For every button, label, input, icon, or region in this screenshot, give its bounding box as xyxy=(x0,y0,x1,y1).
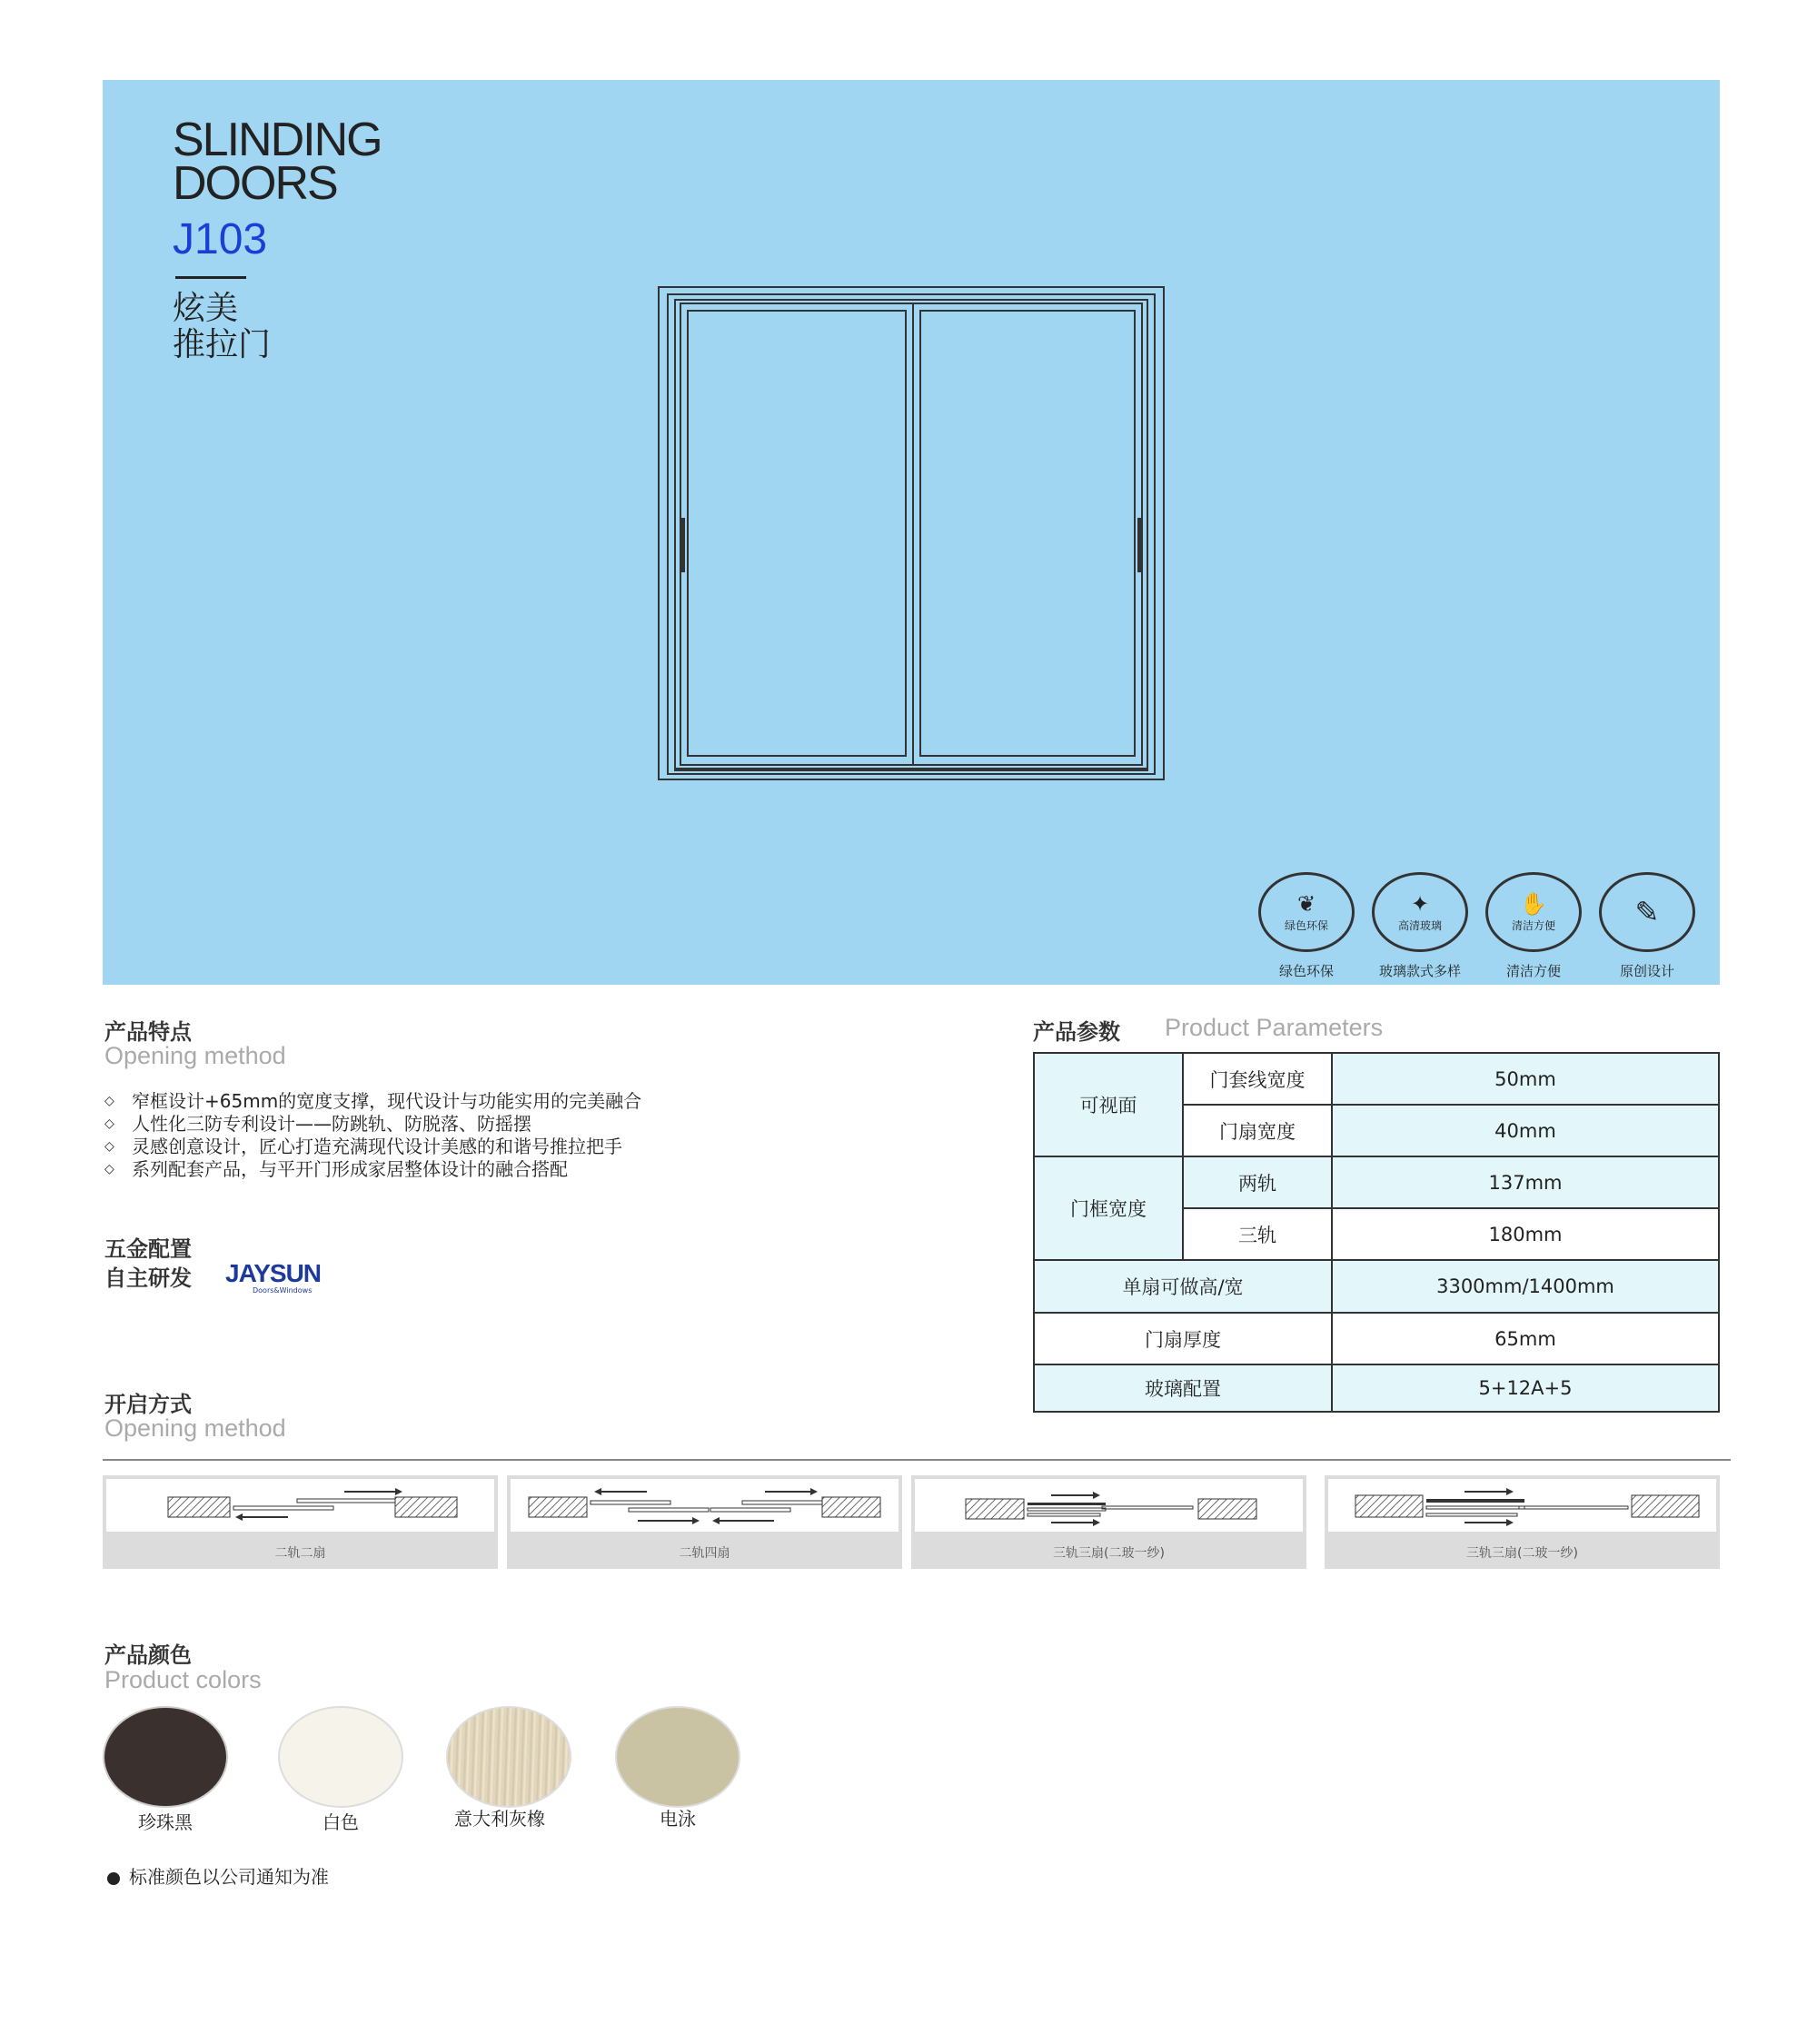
color-swatch-pearl-black xyxy=(103,1706,228,1808)
pencil-ruler-icon: ✎ xyxy=(1634,895,1660,929)
color-label: 意大利灰橡 xyxy=(454,1808,545,1830)
opening-diagram xyxy=(106,1479,494,1532)
params-heading-en: Product Parameters xyxy=(1165,1014,1384,1041)
title-line-1: SLINDING xyxy=(173,114,382,166)
opening-diagram xyxy=(511,1479,899,1532)
opening-three-track-three-panel-b: 三轨三扇(二玻一纱) xyxy=(1325,1475,1720,1569)
color-note: 标准颜色以公司通知为准 xyxy=(107,1862,329,1889)
params-table xyxy=(1033,1052,1720,1413)
hero-banner xyxy=(103,80,1720,985)
feature-item: ◇ 系列配套产品，与平开门形成家居整体设计的融合搭配 xyxy=(104,1158,641,1181)
table-row: 门框宽度 两轨 137mm xyxy=(1034,1156,1719,1208)
jaysun-logo: JAYSUN Doors&Windows xyxy=(225,1259,322,1295)
feature-item: ◇ 灵感创意设计，匠心打造充满现代设计美感的和谐号推拉把手 xyxy=(104,1136,641,1158)
badge-eco: ❦ 绿色环保 绿色环保 xyxy=(1256,872,1356,980)
color-label: 珍珠黑 xyxy=(138,1811,193,1833)
table-row: 单扇可做高/宽 3300mm/1400mm xyxy=(1034,1260,1719,1313)
opening-heading-en: Opening method xyxy=(104,1414,286,1442)
title-line-2: DOORS xyxy=(173,157,337,210)
section-divider xyxy=(103,1459,1731,1461)
table-row: 门扇宽度 40mm xyxy=(1034,1105,1719,1156)
cn-title-line-1: 炫美 xyxy=(173,290,239,327)
badge-design: ✎ 原创设计 xyxy=(1597,872,1697,980)
leaf-icon: ❦ xyxy=(1296,890,1316,917)
feature-list xyxy=(104,1090,641,1181)
feature-item: ◇ 窄框设计+65mm的宽度支撑，现代设计与功能实用的完美融合 xyxy=(104,1090,641,1113)
opening-two-track-four-panel: 二轨四扇 xyxy=(507,1475,902,1569)
badge-clean: ✋ 清洁方便 清洁方便 xyxy=(1484,872,1584,980)
table-row: 玻璃配置 5+12A+5 xyxy=(1034,1364,1719,1412)
hand-wipe-icon: ✋ xyxy=(1520,890,1547,917)
params-heading: 产品参数 xyxy=(1033,1019,1120,1045)
color-swatch-italian-grey-oak xyxy=(446,1706,571,1808)
color-label: 电泳 xyxy=(660,1808,696,1830)
hardware-heading: 五金配置 xyxy=(104,1236,192,1262)
bullet-icon xyxy=(107,1872,120,1885)
colors-heading-en: Product colors xyxy=(104,1666,262,1693)
features-heading-en: Opening method xyxy=(104,1042,286,1069)
opening-heading: 开启方式 xyxy=(104,1392,192,1417)
opening-diagram xyxy=(915,1479,1303,1532)
table-row: 门扇厚度 65mm xyxy=(1034,1313,1719,1364)
table-row: 三轨 180mm xyxy=(1034,1208,1719,1260)
opening-diagram xyxy=(1328,1479,1716,1532)
feature-item: ◇ 人性化三防专利设计——防跳轨、防脱落、防摇摆 xyxy=(104,1113,641,1136)
badge-glass: ✦ 高清玻璃 玻璃款式多样 xyxy=(1370,872,1470,980)
model-code: J103 xyxy=(173,215,268,263)
color-label: 白色 xyxy=(323,1811,359,1833)
cn-title-line-2: 推拉门 xyxy=(173,326,272,363)
table-row: 可视面 门套线宽度 50mm xyxy=(1034,1053,1719,1105)
title-divider xyxy=(175,276,246,279)
hardware-subheading: 自主研发 xyxy=(104,1265,192,1291)
glass-icon: ✦ xyxy=(1410,890,1430,917)
color-swatch-white xyxy=(278,1706,403,1808)
opening-three-track-three-panel-a: 三轨三扇(二玻一纱) xyxy=(911,1475,1306,1569)
colors-heading: 产品颜色 xyxy=(104,1642,192,1668)
features-heading: 产品特点 xyxy=(104,1019,192,1045)
opening-two-track-two-panel: 二轨二扇 xyxy=(103,1475,498,1569)
sliding-door-illustration xyxy=(657,285,1166,781)
color-swatch-electrophoresis xyxy=(615,1706,740,1808)
